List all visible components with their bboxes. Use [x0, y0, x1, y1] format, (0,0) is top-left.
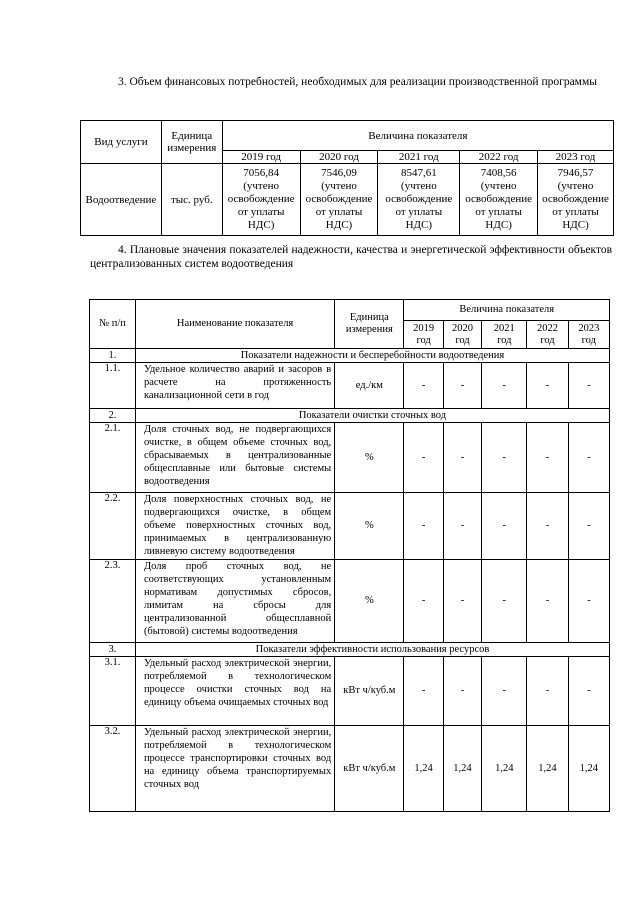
year-number: 2019 [413, 322, 435, 334]
row-number: 2.1. [90, 423, 136, 493]
value-cell: - [443, 560, 481, 643]
indicator-name: Доля поверхностных сточных вод, не подвергающихся очистке, в общем объеме поверхностных сточных вод, принимаемых в централизованную ливневую систему водоотведения [135, 493, 334, 560]
table-row [90, 423, 610, 493]
table-row [90, 657, 610, 726]
section-number: 2. [90, 409, 136, 423]
year-suffix: год [581, 334, 596, 346]
value-note-line: освобождение [227, 193, 295, 205]
table-row [90, 726, 610, 812]
year-header: 2021 год [378, 151, 460, 164]
section-title: Показатели надежности и бесперебойности водоотведения [135, 349, 609, 363]
value-note-line: НДС) [562, 219, 589, 231]
section-number: 1. [90, 349, 136, 363]
value-cell: - [404, 423, 443, 493]
value-cell: - [443, 657, 481, 726]
year-number: 2021 [493, 322, 515, 334]
value-note-line: от уплаты [315, 206, 363, 218]
value-cell [460, 164, 538, 236]
value-note-line: освобождение [542, 193, 609, 205]
value-cell [378, 164, 460, 236]
indicator-name: Удельное количество аварий и засоров в расчете на протяженность канализационной сети в год [135, 363, 334, 409]
value-note-line: от уплаты [552, 206, 599, 218]
section-row [90, 409, 610, 423]
col-unit-header: Единица измерения [335, 300, 404, 349]
value-note-line: (учтено [321, 180, 357, 192]
value-cell: - [482, 493, 527, 560]
value-cell: - [568, 363, 609, 409]
section-row [90, 643, 610, 657]
value-note-line: НДС) [325, 219, 353, 231]
value-number: 7946,57 [557, 167, 594, 179]
value-cell: 1,24 [568, 726, 609, 812]
value-note-line: освобождение [305, 193, 373, 205]
unit-cell: кВт ч/куб.м [335, 657, 404, 726]
col-num-header: № п/п [90, 300, 136, 349]
value-number: 7408,56 [480, 167, 517, 179]
table-row [90, 493, 610, 560]
year-header [527, 321, 568, 349]
unit-cell: тыс. руб. [161, 164, 222, 236]
table-row [90, 363, 610, 409]
value-cell: - [482, 560, 527, 643]
value-cell: - [482, 363, 527, 409]
value-number: 7546,09 [321, 167, 357, 179]
value-note-line: от уплаты [237, 206, 285, 218]
value-cell: - [568, 560, 609, 643]
financial-needs-table [80, 120, 614, 236]
unit-cell: кВт ч/куб.м [335, 726, 404, 812]
value-cell: 1,24 [527, 726, 568, 812]
col-service-header: Вид услуги [81, 121, 162, 164]
value-cell: 1,24 [443, 726, 481, 812]
value-cell: - [443, 493, 481, 560]
year-suffix: год [540, 334, 555, 346]
value-cell: - [404, 363, 443, 409]
value-note-line: (учтено [557, 180, 594, 192]
col-value-header: Величина показателя [404, 300, 610, 321]
value-number: 8547,61 [400, 167, 437, 179]
year-header [568, 321, 609, 349]
year-header [443, 321, 481, 349]
value-number: 7056,84 [243, 167, 279, 179]
value-note-line: (учтено [243, 180, 280, 192]
value-cell: - [482, 423, 527, 493]
col-unit-header: Единица измерения [161, 121, 222, 164]
year-header [482, 321, 527, 349]
value-cell: - [568, 423, 609, 493]
value-cell: - [527, 423, 568, 493]
year-number: 2022 [536, 322, 558, 334]
col-name-header: Наименование показателя [135, 300, 334, 349]
year-header [404, 321, 443, 349]
year-number: 2023 [578, 322, 600, 334]
value-cell: - [404, 657, 443, 726]
value-note-line: от уплаты [395, 206, 443, 218]
service-cell: Водоотведение [81, 164, 162, 236]
value-cell: - [482, 657, 527, 726]
year-header: 2023 год [538, 151, 614, 164]
value-cell: 1,24 [404, 726, 443, 812]
value-cell [538, 164, 614, 236]
year-suffix: год [455, 334, 470, 346]
col-value-header: Величина показателя [222, 121, 613, 151]
value-cell: - [568, 493, 609, 560]
value-note-line: от уплаты [475, 206, 522, 218]
row-number: 3.2. [90, 726, 136, 812]
indicators-table [89, 299, 610, 812]
value-note-line: освобождение [465, 193, 533, 205]
value-cell: - [527, 493, 568, 560]
value-cell: - [527, 657, 568, 726]
year-header: 2019 год [222, 151, 300, 164]
value-cell [222, 164, 300, 236]
value-note-line: НДС) [247, 219, 275, 231]
unit-cell: % [335, 493, 404, 560]
unit-cell: % [335, 423, 404, 493]
indicator-name: Удельный расход электрической энергии, потребляемой в технологическом процессе транспортировки сточных вод на единицу объема транспортируемых сточных вод [135, 726, 334, 812]
section-title: Показатели очистки сточных вод [135, 409, 609, 423]
row-number: 3.1. [90, 657, 136, 726]
value-cell: - [527, 560, 568, 643]
year-header: 2020 год [300, 151, 378, 164]
section-row [90, 349, 610, 363]
value-cell: - [443, 423, 481, 493]
indicator-name: Доля сточных вод, не подвергающихся очистке, в общем объеме сточных вод, сбрасываемых в централизованные общесплавные или бытовые системы водоотведения [135, 423, 334, 493]
value-note-line: НДС) [485, 219, 512, 231]
year-suffix: год [497, 334, 512, 346]
unit-cell: % [335, 560, 404, 643]
year-number: 2020 [451, 322, 473, 334]
value-cell: - [568, 657, 609, 726]
value-note-line: НДС) [405, 219, 433, 231]
value-cell: - [404, 493, 443, 560]
section4-heading: 4. Плановые значения показателей надежности, качества и энергетической эффективности объектов централизованных систем водоотведения [90, 244, 612, 270]
value-note-line: (учтено [400, 180, 437, 192]
section-title: Показатели эффективности использования ресурсов [135, 643, 609, 657]
year-header: 2022 год [460, 151, 538, 164]
indicator-name: Доля проб сточных вод, не соответствующих установленным нормативам допустимых сбросов, лимитам на сбросы для централизованной общесплавной (бытовой) системы водоотведения [135, 560, 334, 643]
section-number: 3. [90, 643, 136, 657]
row-number: 2.2. [90, 493, 136, 560]
value-cell: - [404, 560, 443, 643]
value-cell: 1,24 [482, 726, 527, 812]
indicator-name: Удельный расход электрической энергии, потребляемой в технологическом процессе очистки сточных вод на единицу объема очищаемых сточных вод [135, 657, 334, 726]
row-number: 2.3. [90, 560, 136, 643]
value-note-line: (учтено [480, 180, 517, 192]
row-number: 1.1. [90, 363, 136, 409]
table-row [90, 560, 610, 643]
year-suffix: год [416, 334, 431, 346]
value-cell [300, 164, 378, 236]
value-cell: - [443, 363, 481, 409]
value-note-line: освобождение [385, 193, 453, 205]
section3-heading: 3. Объем финансовых потребностей, необходимых для реализации производственной программы [118, 76, 597, 88]
unit-cell: ед./км [335, 363, 404, 409]
value-cell: - [527, 363, 568, 409]
